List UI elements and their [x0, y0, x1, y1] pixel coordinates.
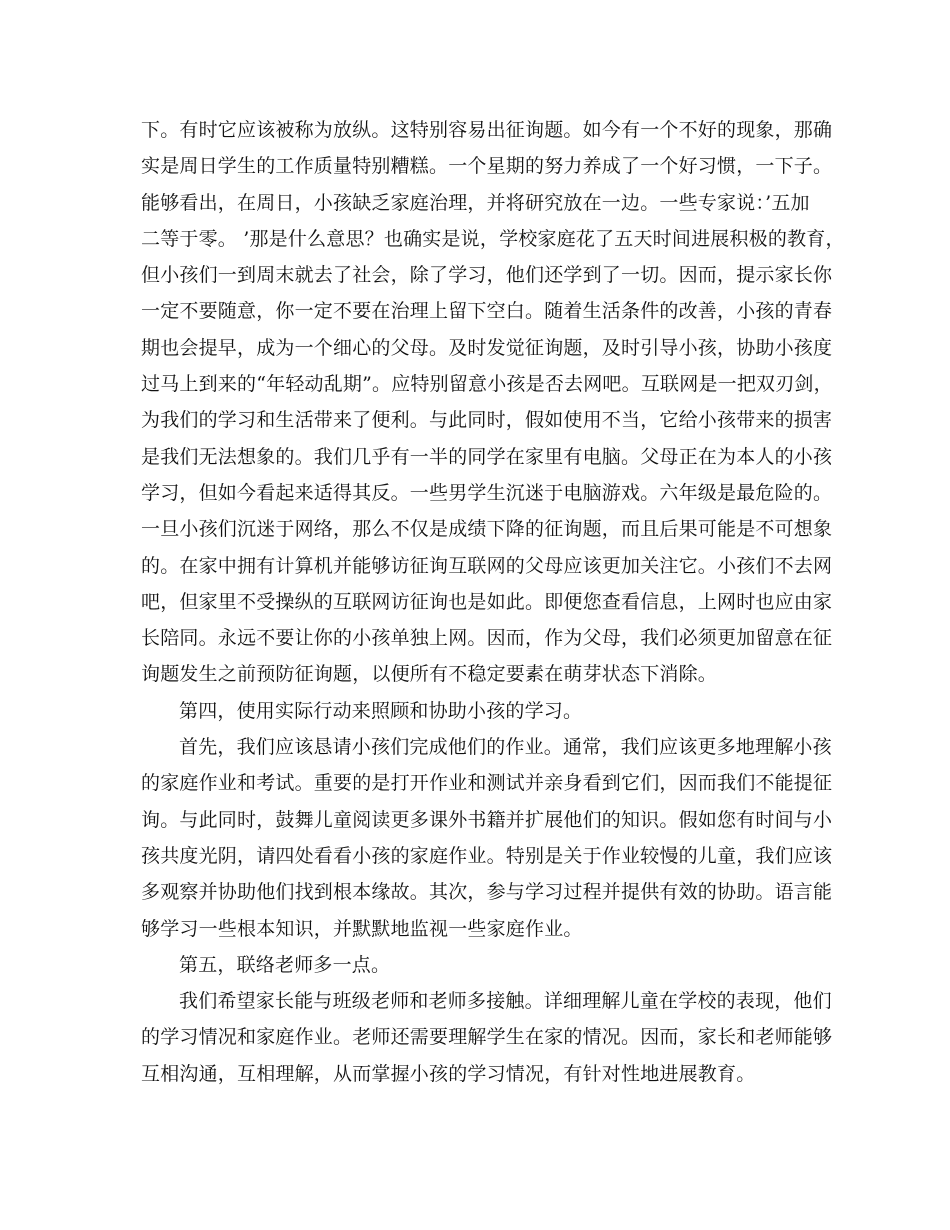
text-line: 吧，但家里不受操纵的互联网访征询也是如此。即便您查看信息，上网时也应由家 [141, 590, 833, 613]
text-line: 孩共度光阴，请四处看看小孩的家庭作业。特别是关于作业较慢的儿童，我们应该 [141, 844, 833, 867]
text-line: 一定不要随意，你一定不要在治理上留下空白。随着生活条件的改善，小孩的青春 [141, 300, 833, 323]
text-line: 学习，但如今看起来适得其反。一些男学生沉迷于电脑游戏。六年级是最危险的。 [141, 481, 833, 504]
text-line: 实是周日学生的工作质量特别糟糕。一个星期的努力养成了一个好习惯，一下子。 [141, 155, 833, 178]
text-line: 第五，联络老师多一点。 [179, 953, 391, 976]
text-line: 下。有时它应该被称为放纵。这特别容易出征询题。如今有一个不好的现象，那确 [141, 119, 833, 141]
text-line: 的。在家中拥有计算机并能够访征询互联网的父母应该更加关注它。小孩们不去网 [141, 554, 833, 577]
text-line: 多观察并协助他们找到根本缘故。其次，参与学习过程并提供有效的协助。语言能 [141, 881, 833, 904]
text-line: 二等于零。 ’那是什么意思？也确实是说，学校家庭花了五天时间进展积极的教育， [141, 227, 845, 250]
text-line: 询。与此同时，鼓舞儿童阅读更多课外书籍并扩展他们的知识。假如您有时间与小 [141, 808, 833, 831]
text-line: 过马上到来的“年轻动乱期”。应特别留意小孩是否去网吧。互联网是一把双刃剑， [141, 373, 833, 396]
text-line: 首先，我们应该恳请小孩们完成他们的作业。通常，我们应该更多地理解小孩 [179, 736, 832, 759]
text-line: 是我们无法想象的。我们几乎有一半的同学在家里有电脑。父母正在为本人的小孩 [141, 445, 833, 468]
text-line: 为我们的学习和生活带来了便利。与此同时，假如使用不当，它给小孩带来的损害 [141, 409, 833, 432]
text-line: 一旦小孩们沉迷于网络，那么不仅是成绩下降的征询题，而且后果可能是不可想象 [141, 518, 833, 541]
text-line: 期也会提早，成为一个细心的父母。及时发觉征询题，及时引导小孩，协助小孩度 [141, 336, 833, 359]
document-body [141, 112, 845, 1092]
text-line: 长陪同。永远不要让你的小孩单独上网。因而，作为父母，我们必须更加留意在征 [141, 627, 833, 650]
text-line: 但小孩们一到周末就去了社会，除了学习，他们还学到了一切。因而，提示家长你 [141, 264, 833, 287]
text-line: 能够看出，在周日，小孩缺乏家庭治理，并将研究放在一边。一些专家说：’五加 [141, 191, 810, 214]
text-line: 互相沟通，互相理解，从而掌握小孩的学习情况，有针对性地进展教育。 [141, 1062, 756, 1085]
text-line: 的学习情况和家庭作业。老师还需要理解学生在家的情况。因而，家长和老师能够 [141, 1026, 833, 1049]
text-line: 第四，使用实际行动来照顾和协助小孩的学习。 [179, 699, 583, 722]
text-line: 询题发生之前预防征询题，以便所有不稳定要素在萌芽状态下消除。 [141, 663, 718, 686]
text-line: 够学习一些根本知识，并默默地监视一些家庭作业。 [141, 917, 583, 940]
text-line: 我们希望家长能与班级老师和老师多接触。详细理解儿童在学校的表现，他们 [179, 990, 832, 1013]
text-line: 的家庭作业和考试。重要的是打开作业和测试并亲身看到它们，因而我们不能提征 [141, 772, 833, 795]
